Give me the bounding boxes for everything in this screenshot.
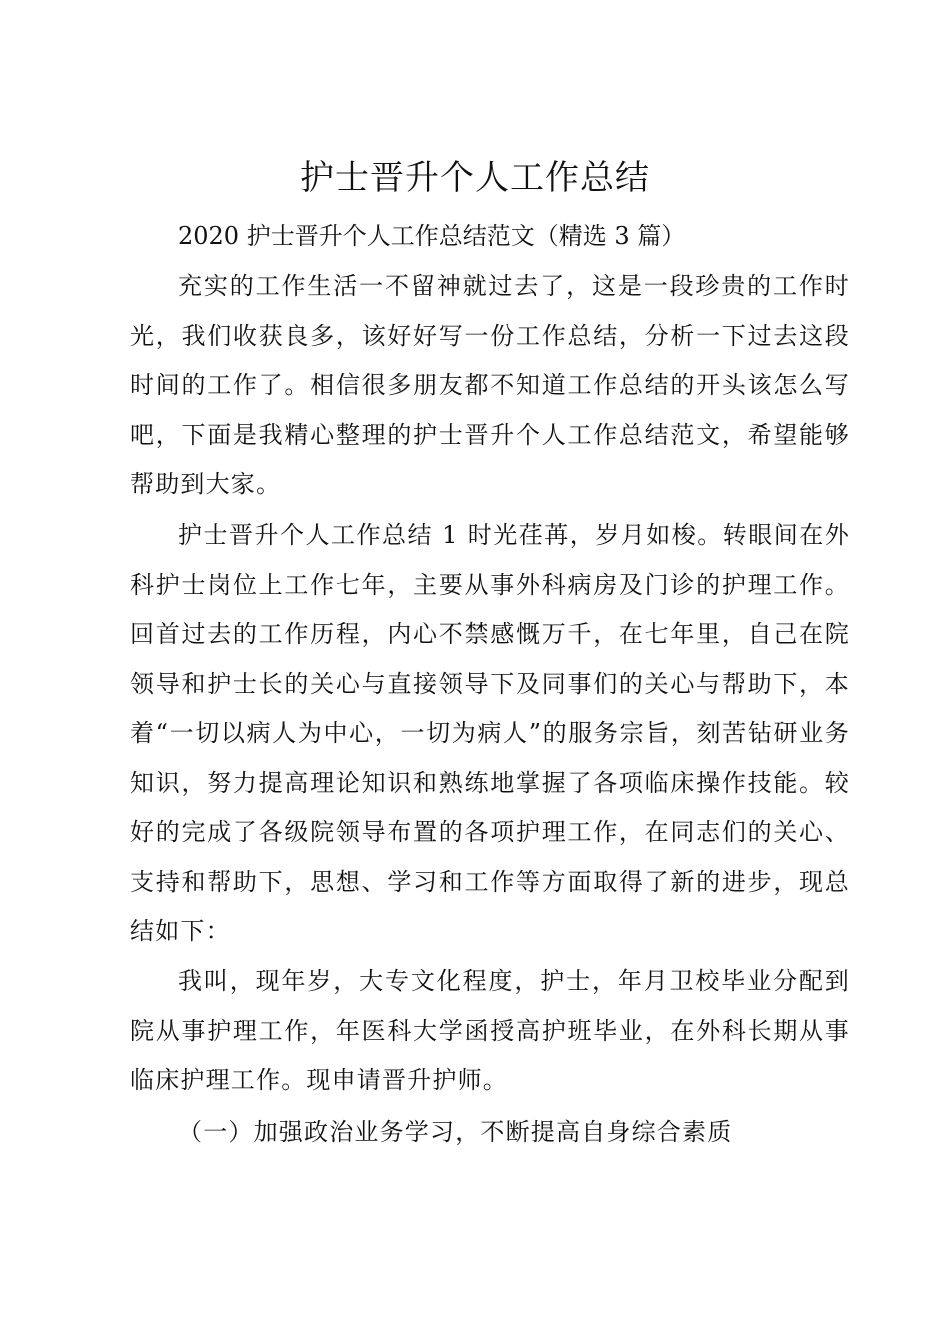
- document-subtitle: 2020 护士晋升个人工作总结范文（精选 3 篇）: [178, 222, 686, 250]
- section-heading: （一）加强政治业务学习，不断提高自身综合素质: [178, 1118, 733, 1146]
- document-title: 护士晋升个人工作总结: [300, 158, 650, 198]
- personal-info-paragraph: 我叫，现年岁，大专文化程度，护士，年月卫校毕业分配到院从事护理工作，年医科大学函授高护班毕业，在外科长期从事临床护理工作。现申请晋升护师。: [130, 967, 850, 1094]
- intro-paragraph: 充实的工作生活一不留神就过去了，这是一段珍贵的工作时光，我们收获良多，该好好写一份工作总结，分析一下过去这段时间的工作了。相信很多朋友都不知道工作总结的开头该怎么写吧，下面是我精心整理的护士晋升个人工作总结范文，希望能够帮助到大家。: [130, 272, 850, 498]
- summary-paragraph-1: 护士晋升个人工作总结 1 时光荏苒，岁月如梭。转眼间在外科护士岗位上工作七年，主要从事外科病房及门诊的护理工作。回首过去的工作历程，内心不禁感慨万千，在七年里，自己在院领导和护士长的关心与直接领导下及同事们的关心与帮助下，本着“一切以病人为中心，一切为病人”的服务宗旨，刻苦钻研业务知识，努力提高理论知识和熟练地掌握了各项临床操作技能。较好的完成了各级院领导布置的各项护理工作，在同志们的关心、支持和帮助下，思想、学习和工作等方面取得了新的进步，现总结如下：: [130, 521, 850, 945]
